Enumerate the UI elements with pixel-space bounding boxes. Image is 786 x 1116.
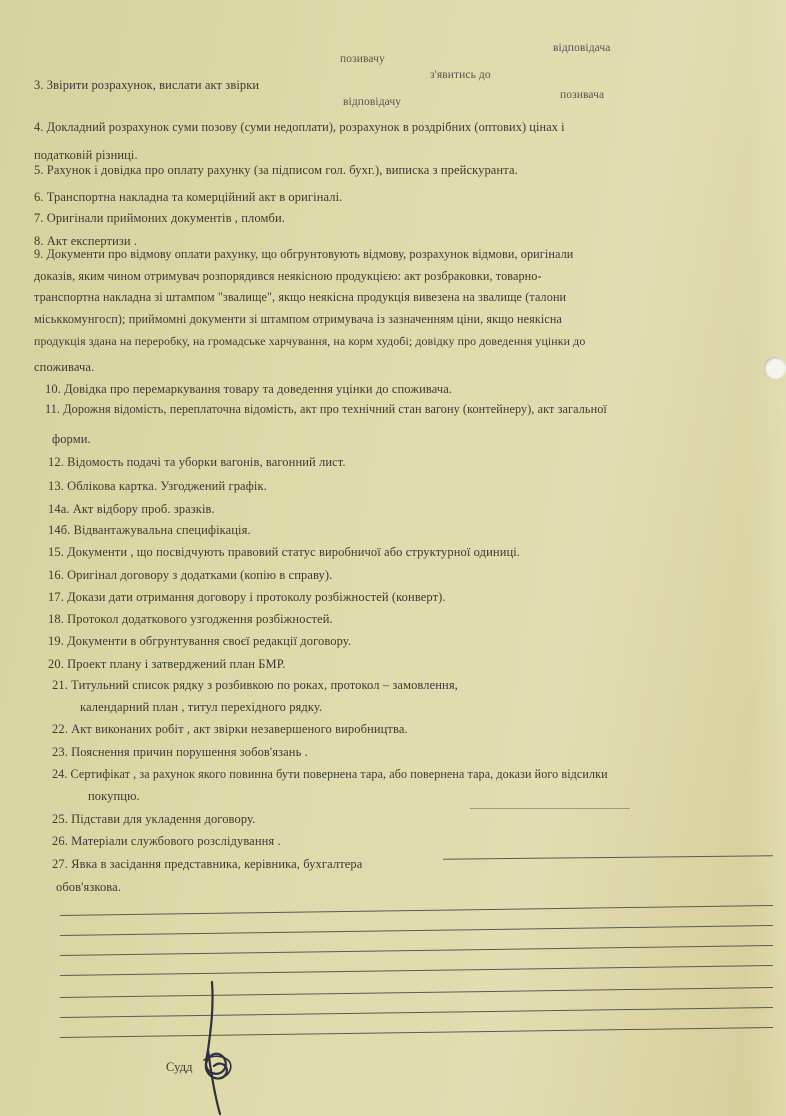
blank-line-7 [60, 1027, 773, 1038]
item-18: 18. Протокол додаткового узгодження розбіжностей. [48, 612, 333, 626]
item-14b: 14б. Відвантажувальна специфікація. [48, 523, 251, 537]
item-13: 13. Облікова картка. Узгоджений графік. [48, 479, 267, 493]
item-8: 8. Акт експертизи . [34, 234, 138, 248]
blank-line-6 [60, 1007, 773, 1018]
item-16: 16. Оригінал договору з додатками (копію в справу). [48, 568, 333, 582]
item-24-line1: 24. Сертифікат , за рахунок якого повинна бути повернена тара, або повернена тара, докази його відсилки [52, 767, 608, 781]
item-3: 3. Звірити розрахунок, вислати акт звірки [34, 78, 260, 92]
fill-line-27 [443, 855, 773, 859]
item-21-line1: 21. Титульний список рядку з розбивкою по роках, протокол – замовлення, [52, 678, 458, 692]
item-7: 7. Оригінали приймоних документів , пломби. [34, 211, 285, 225]
blank-line-1 [60, 905, 773, 916]
blank-line-2 [60, 925, 773, 936]
header-word-plaintiff-dat: позивачу [340, 53, 385, 65]
item-6: 6. Транспортна накладна та комерційний акт в оригіналі. [34, 190, 343, 204]
item-19: 19. Документи в обгрунтування своєї редакції договору. [48, 634, 352, 648]
item-9-line2: доказів, яким чином отримувач розпорядився неякісною продукцією: акт розбраковки, товарно- [34, 269, 542, 283]
punch-hole [764, 357, 786, 379]
item-9-line6: споживача. [34, 360, 95, 374]
blank-line-3 [60, 945, 773, 956]
item-27-line1: 27. Явка в засідання представника, керівника, бухгалтера [52, 857, 363, 871]
header-word-plaintiff-gen: позивача [560, 89, 605, 101]
item-10: 10. Довідка про перемаркування товару та доведення уцінки до споживача. [45, 382, 453, 396]
item-12: 12. Відомость подачі та уборки вагонів, вагонний лист. [48, 455, 346, 469]
item-11-line1: 11. Дорожня відомість, переплаточна відомість, акт про технічний стан вагону (контейнеру), акт загальної [45, 402, 607, 416]
page-fold-shadow [746, 0, 786, 1116]
judge-label: Судд [166, 1060, 193, 1074]
item-23: 23. Пояснення причин порушення зобов'язань . [52, 745, 308, 759]
item-17: 17. Докази дати отримання договору і протоколу розбіжностей (конверт). [48, 590, 446, 604]
item-26: 26. Матеріали службового розслідування . [52, 834, 281, 848]
item-9-line1: 9. Документи про відмову оплати рахунку, що обгрунтовують відмову, розрахунок відмови, оригінали [34, 247, 574, 261]
item-15: 15. Документи , що посвідчують правовий статус виробничої або структурної одиниці. [48, 545, 521, 559]
header-word-defendant-gen: відповідача [553, 42, 611, 54]
item-20: 20. Проект плану і затверджений план БМР. [48, 657, 286, 671]
item-25: 25. Підстави для укладення договору. [52, 812, 256, 826]
fill-line-25 [470, 808, 630, 809]
item-14a: 14а. Акт відбору проб. зразків. [48, 502, 215, 516]
blank-line-5 [60, 987, 773, 998]
item-9-line5: продукція здана на переробку, на громадське харчування, на корм худобі; довідку про доведення уцінки до [34, 334, 586, 348]
item-4-line2: податковій різниці. [34, 148, 138, 162]
blank-line-4 [60, 965, 773, 976]
item-11-line2: форми. [52, 432, 91, 446]
item-9-line4: міськкомунгосп); приймомні документи зі штампом отримувача із зазначенням ціни, якщо неякісна [34, 312, 562, 326]
item-27-line2: обов'язкова. [56, 880, 121, 894]
item-24-line2: покупцю. [88, 789, 140, 803]
item-5: 5. Рахунок і довідка про оплату рахунку (за підписом гол. бухг.), виписка з прейскуранта. [34, 163, 518, 177]
item-9-line3: транспортна накладна зі штампом "звалище", якщо неякісна продукція вивезена на звалище (талони [34, 290, 567, 304]
item-22: 22. Акт виконаних робіт , акт звірки незавершеного виробництва. [52, 722, 408, 736]
handwritten-signature [190, 980, 270, 1116]
header-word-appear: з'явитись до [430, 69, 491, 81]
item-4-line1: 4. Докладний розрахунок суми позову (суми недоплати), розрахунок в роздрібних (оптових) цінах і [34, 120, 565, 134]
header-word-defendant-dat: відповідачу [343, 96, 402, 108]
item-21-line2: календарний план , титул перехідного рядку. [80, 700, 323, 714]
